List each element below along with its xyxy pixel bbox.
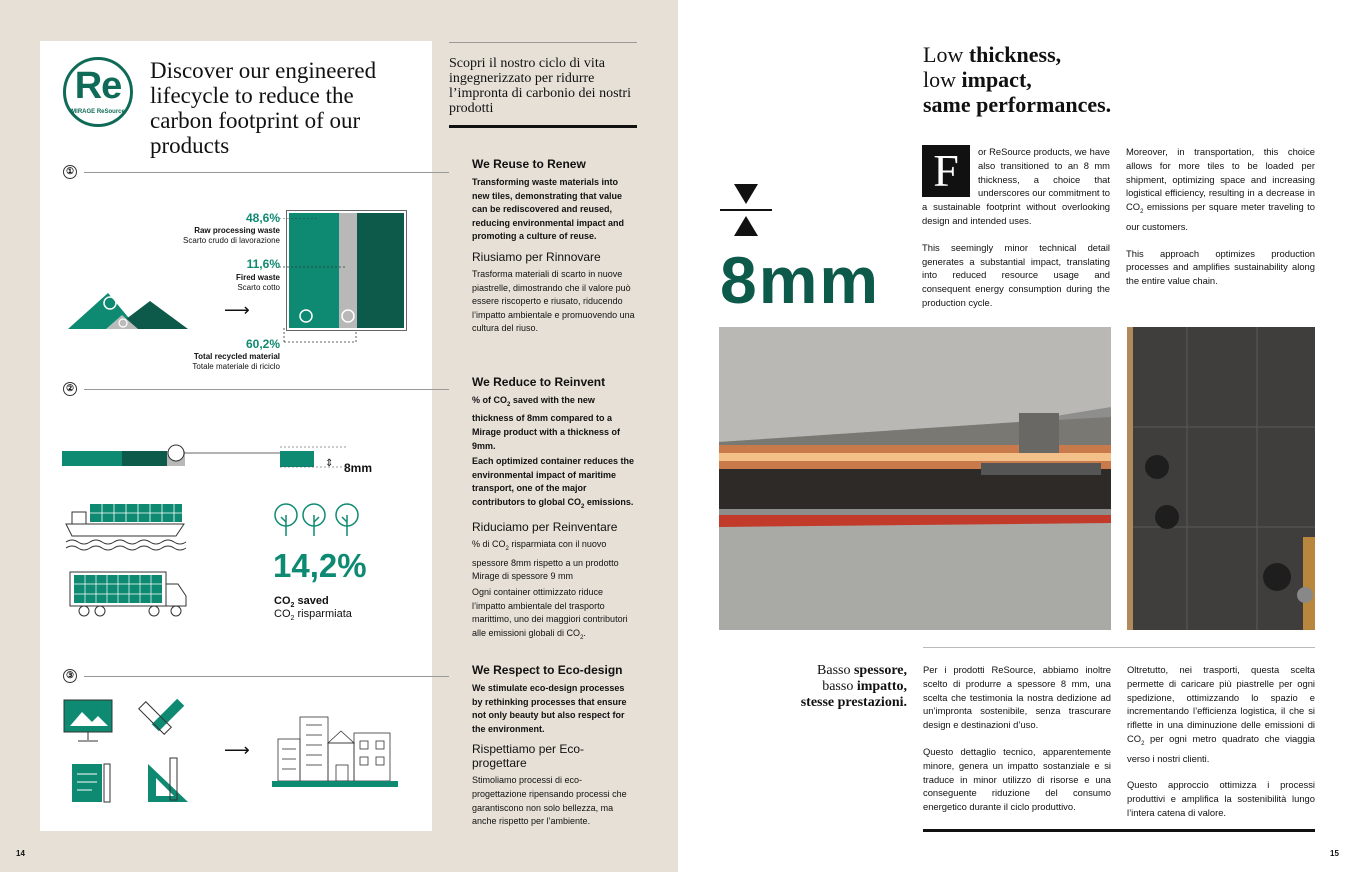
section-heading: We Reduce to Reinvent: [472, 375, 606, 389]
section-respect: [472, 663, 636, 829]
co2-text: CO: [274, 608, 291, 620]
section-heading-it: Riduciamo per Reinventare: [472, 520, 618, 535]
it-column-2: [1127, 663, 1315, 820]
eco-design-tools-icon: [62, 698, 194, 806]
thickness-arrow-icon: ⇕: [325, 458, 334, 469]
page-number: 14: [16, 849, 25, 858]
section-heading: We Respect to Eco-design: [472, 663, 623, 677]
divider: [449, 125, 637, 128]
fired-waste-label-it: Scarto cotto: [237, 283, 280, 292]
fired-waste-label: Fired waste: [235, 273, 280, 282]
title-bold: impact,: [961, 67, 1032, 92]
subscript: 2: [1141, 740, 1145, 747]
text-run: .: [583, 627, 586, 638]
raw-waste-label: Raw processing waste: [194, 226, 280, 235]
section-text-it: Trasforma materiali di scarto in nuove piastrelle, dimostrando che il valore può essere riscoperto e riusato, riducendo l’impatto ambientale e promuovendo una cultura del riuso.: [472, 268, 635, 334]
subscript: 2: [507, 401, 511, 408]
divider: [923, 829, 1315, 832]
title-bold: stesse prestazioni.: [800, 695, 907, 710]
leader-lines: [279, 218, 359, 344]
section-heading-it: Riusiamo per Rinnovare: [472, 249, 601, 264]
title-run: Low: [923, 42, 969, 67]
divider: [923, 647, 1315, 648]
trees-icon: [272, 502, 364, 538]
text-run: saved with the new thickness of 8mm compared to a Mirage product with a thickness of 9mm.: [472, 395, 621, 451]
section-text-it: [472, 586, 638, 645]
divider: [84, 676, 449, 677]
truck-icon: [68, 570, 190, 618]
co2-saved-label-it: [274, 608, 352, 622]
right-title: [923, 42, 1223, 117]
title-run: basso: [822, 679, 857, 694]
section-text: [472, 455, 638, 514]
section-reuse: [472, 157, 636, 336]
total-recycled-percent: 60,2%: [245, 337, 280, 351]
subscript: 2: [580, 634, 584, 641]
saved-text-it: risparmiata: [297, 608, 352, 620]
text-run: emissions per square meter traveling to our customers.: [1126, 201, 1315, 232]
paragraph: Per i prodotti ReSource, abbiamo inoltre scelto di produrre a spessore 8 mm, una scelta che testimonia la nostra dedizione ad un’impronta sostenibile, senza trascurare design e destinazioni d’uso.: [923, 664, 1111, 731]
page-number: 15: [1330, 849, 1339, 858]
subscript: 2: [1140, 209, 1144, 216]
text-run: % di CO: [472, 539, 506, 550]
section-heading: We Reuse to Renew: [472, 157, 586, 171]
subscript: 2: [290, 615, 295, 623]
co2-text: CO: [274, 595, 291, 607]
paragraph: [1126, 145, 1315, 234]
title-bold: impatto,: [856, 679, 907, 694]
thickness-headline: 8mm: [720, 243, 881, 317]
logo-mark: Re: [74, 65, 122, 107]
logo-brand: MIRAGE ReSource: [71, 109, 125, 115]
section-3-marker: ③: [63, 669, 77, 683]
saved-text: saved: [297, 595, 329, 607]
title-bold: same performances.: [923, 92, 1112, 117]
resource-logo: [63, 57, 133, 127]
ship-icon: [64, 500, 189, 552]
section-2-marker: ②: [63, 382, 77, 396]
divider: [449, 42, 637, 43]
arrow-right-icon: ⟶: [224, 740, 250, 760]
title-run: low: [923, 67, 962, 92]
text-run: Moreover, in transportation, this choice allows for more tiles to be loaded per shipment, optimizing space and increasing logistical efficiency, resulting in a decrease in CO: [1126, 146, 1315, 213]
subscript: 2: [290, 602, 295, 610]
total-recycled-label: Total recycled material: [193, 352, 280, 361]
en-column-2: [1126, 145, 1315, 288]
paragraph: Questo dettaglio tecnico, apparentemente minore, genera un impatto sostanziale e si traduce in minor utilizzo di risorse e una conseguente riduzione del consumo energetico durante il ciclo produttivo.: [923, 745, 1111, 813]
section-1-marker: ①: [63, 165, 77, 179]
title-bold: thickness,: [968, 42, 1062, 67]
arrow-right-icon: ⟶: [224, 300, 250, 320]
section-text: We stimulate eco-design processes by rethinking processes that ensure not only beauty but also respect for the environment.: [472, 683, 627, 734]
section-text: Transforming waste materials into new tiles, demonstrating that value can be rediscovered and reused, reducing environmental impact and promoting a culture of reuse.: [472, 177, 625, 242]
divider: [84, 172, 449, 173]
city-buildings-icon: [270, 713, 400, 789]
section-text: [472, 394, 638, 453]
production-photo: [719, 327, 1111, 630]
divider: [84, 389, 449, 390]
page-title: Discover our engineered lifecycle to reduce the carbon footprint of our products: [150, 58, 377, 158]
paragraph: This approach optimizes production processes and amplifies sustainability along the entire value chain.: [1126, 247, 1315, 287]
right-title-it: [770, 663, 907, 711]
section-text-it: [472, 538, 638, 584]
fired-waste-percent: 11,6%: [246, 257, 280, 271]
thickness-bar-icon: [62, 441, 362, 469]
paragraph: This seemingly minor technical detail generates a substantial impact, translating into reduced resource usage and consequent energy consumption during the production cycle.: [922, 241, 1110, 308]
text-run: emissions.: [584, 496, 634, 507]
subscript: 2: [505, 546, 509, 553]
text-run: per ogni metro quadrato che viaggia verso i nostri clienti.: [1127, 732, 1315, 764]
section-reduce: [472, 375, 638, 645]
text-run: risparmiata con il nuovo spessore 8mm rispetto a un prodotto Mirage di spessore 9 mm: [472, 539, 619, 582]
en-column-1: [922, 145, 1110, 310]
raw-waste-percent: 48,6%: [245, 211, 280, 225]
page-title-it: Scopri il nostro ciclo di vita ingegnerizzato per ridurre l’impronta di carbonio dei nostri prodotti: [449, 56, 631, 116]
co2-saved-percent: 14,2%: [273, 547, 367, 584]
text-run: % of CO: [472, 395, 507, 405]
text-run: Ogni container ottimizzato riduce l’impatto ambientale del trasporto marittimo, uno dei maggiori contributori alle emissioni globali di CO: [472, 586, 628, 638]
interior-photo: [1127, 327, 1315, 630]
section-heading-it: Rispettiamo per Eco-progettare: [472, 742, 585, 771]
it-column-1: [923, 663, 1111, 814]
title-bold: spessore,: [853, 663, 907, 678]
subscript: 2: [581, 503, 585, 510]
thickness-label: 8mm: [344, 461, 373, 475]
text-run: Each optimized container reduces the environmental impact of maritime transport, one of the major contributors to global CO: [472, 456, 635, 507]
title-run: Basso: [817, 663, 854, 678]
paragraph: [1127, 663, 1315, 765]
total-recycled-label-it: Totale materiale di riciclo: [192, 362, 280, 371]
paragraph: Questo approccio ottimizza i processi produttivi e amplifica la sostenibilità lungo l’intera catena di valore.: [1127, 779, 1315, 819]
thickness-arrows-icon: [718, 182, 774, 238]
paragraph: or ReSource products, we have also transitioned to an 8 mm thickness, a choice that underscores our commitment to a sustainable footprint without overlooking design and intended uses.: [922, 146, 1110, 226]
drop-cap: F: [922, 145, 970, 197]
raw-waste-label-it: Scarto crudo di lavorazione: [183, 236, 280, 245]
text-run: Oltretutto, nei trasporti, questa scelta permette di caricare più piastrelle per ogni spedizione, ottimizzando lo spazio e incrementando l’efficienza logistica, il che si riflette in una diminuzione delle emissioni di CO: [1127, 664, 1315, 744]
section-text-it: Stimoliamo processi di eco-progettazione ripensando processi che garantiscono non solo bellezza, ma anche rispetto per l’ambiente.: [472, 775, 627, 827]
